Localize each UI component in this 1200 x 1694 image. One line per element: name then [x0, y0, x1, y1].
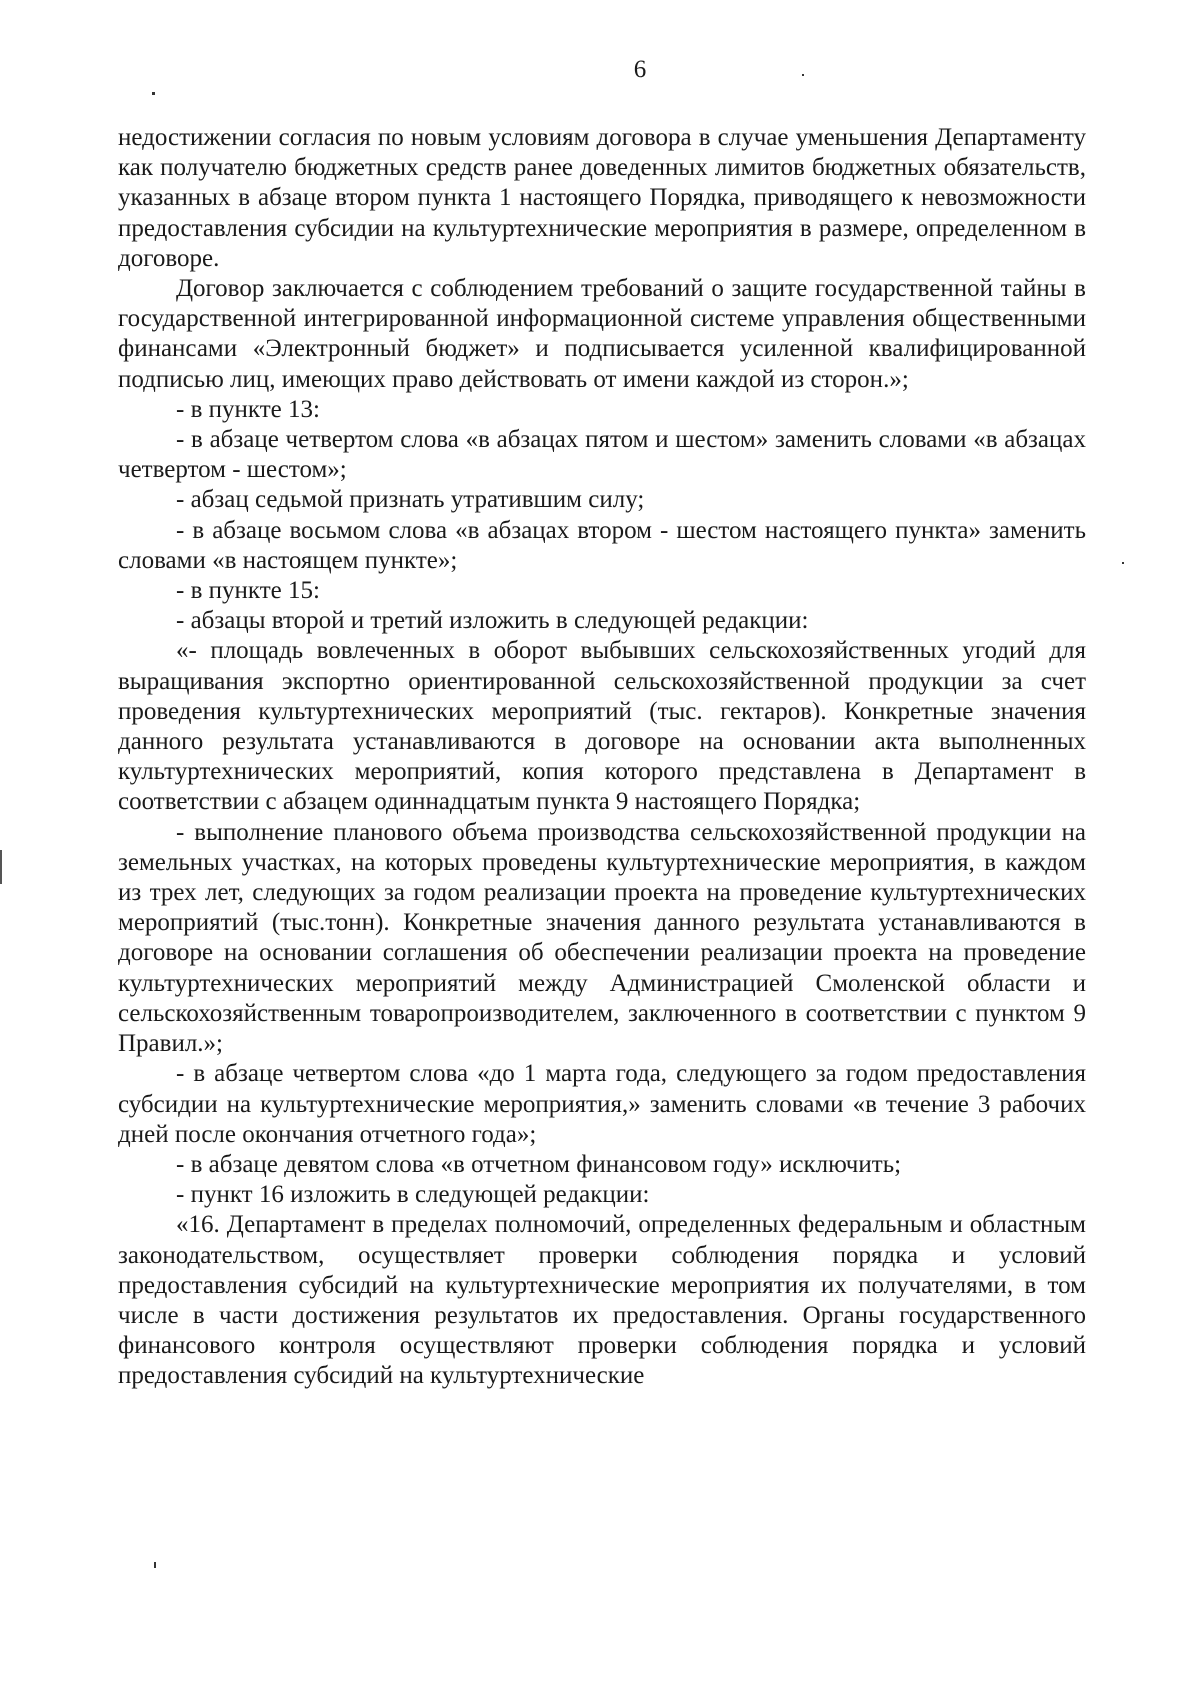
paragraph: - в абзаце четвертом слова «до 1 марта года, следующего за годом предоставления субсидии на культуртехнические мероприятия,» заменить словами «в течение 3 рабочих дней после окончания отчетного года»; [118, 1060, 1086, 1148]
paragraph: - абзацы второй и третий изложить в следующей редакции: [176, 607, 809, 635]
paragraph: - пункт 16 изложить в следующей редакции: [176, 1181, 650, 1209]
paragraph: - абзац седьмой признать утратившим силу; [176, 486, 645, 514]
paragraph: - в пункте 15: [176, 577, 320, 605]
paragraph: - выполнение планового объема производства сельскохозяйственной продукции на земельных участках, на которых проведены культуртехнические мероприятия, в каждом из трех лет, следующих за годом реализации проекта на проведение культуртехнических мероприятий (тыс.тонн). Конкретные значения данного результата устанавливаются в договоре на основании соглашения об обеспечении реализации проекта на проведение культуртехнических мероприятий между Администрацией Смоленской области и сельскохозяйственным товаропроизводителем, заключенного в соответствии с пунктом 9 Правил.»; [118, 818, 1086, 1058]
scan-speck [152, 92, 155, 95]
page-number: 6 [633, 56, 647, 83]
scan-speck [154, 1562, 156, 1568]
paragraph: Договор заключается с соблюдением требований о защите государственной тайны в государственной интегрированной информационной системе управления общественными финансами «Электронный бюджет» и подписывается усиленной квалифицированной подписью лиц, имеющих право действовать от имени каждой из сторон.»; [118, 275, 1086, 393]
paragraph: - в абзаце восьмом слова «в абзацах втором - шестом настоящего пункта» заменить словами «в настоящем пункте»; [118, 516, 1086, 574]
document-body [118, 123, 1086, 1392]
paragraph: - в абзаце четвертом слова «в абзацах пятом и шестом» заменить словами «в абзацах четвертом - шестом»; [118, 426, 1086, 484]
scan-speck [1122, 562, 1124, 564]
scan-edge-mark [0, 850, 2, 884]
paragraph: - в абзаце девятом слова «в отчетном финансовом году» исключить; [176, 1150, 902, 1178]
paragraph: «- площадь вовлеченных в оборот выбывших сельскохозяйственных угодий для выращивания экспортно ориентированной сельскохозяйственной продукции за счет проведения культуртехнических мероприятий (тыс. гектаров). Конкретные значения данного результата устанавливаются в договоре на основании акта выполненных культуртехнических мероприятий, копия которого представлена в Департамент в соответствии с абзацем одиннадцатым пункта 9 настоящего Порядка; [118, 637, 1086, 816]
scan-speck [802, 74, 804, 76]
paragraph: - в пункте 13: [176, 395, 320, 423]
paragraph: недостижении согласия по новым условиям договора в случае уменьшения Департаменту как получателю бюджетных средств ранее доведенных лимитов бюджетных обязательств, указанных в абзаце втором пункта 1 настоящего Порядка, приводящего к невозможности предоставления субсидии на культуртехнические мероприятия в размере, определенном в договоре. [118, 124, 1086, 272]
paragraph: «16. Департамент в пределах полномочий, определенных федеральным и областным законодательством, осуществляет проверки соблюдения порядка и условий предоставления субсидий на культуртехнические мероприятия их получателями, в том числе в части достижения результатов их предоставления. Органы государственного финансового контроля осуществляют проверки соблюдения порядка и условий предоставления субсидий на культуртехнические [118, 1211, 1086, 1390]
